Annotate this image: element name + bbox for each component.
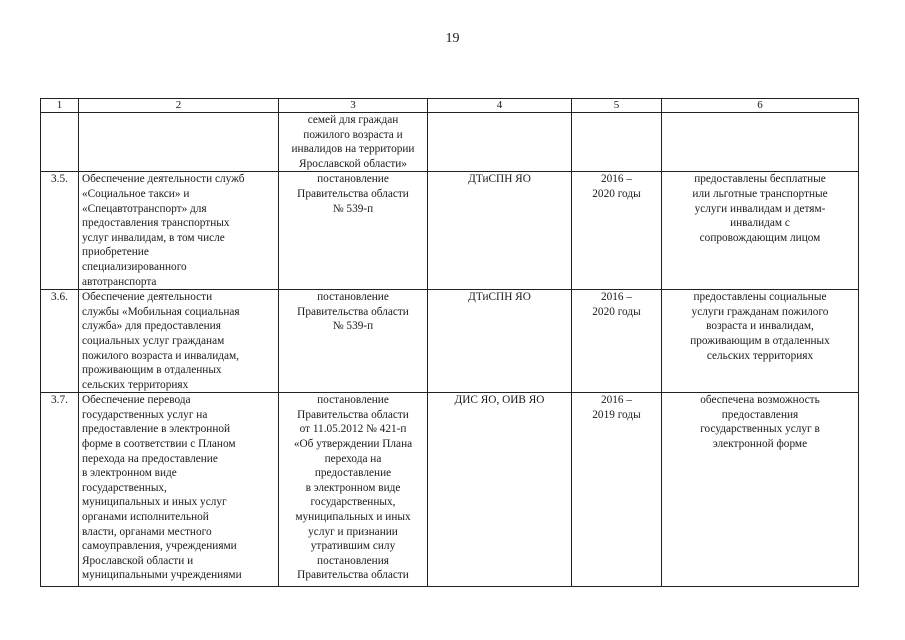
cell-number: 3.5. — [41, 172, 79, 290]
cell-legal-basis — [279, 172, 428, 290]
cell-result — [662, 113, 859, 172]
col-header-1: 1 — [41, 99, 79, 113]
cell-legal-basis — [279, 113, 428, 172]
text-line: самоуправления, учреждениями — [82, 540, 237, 553]
text-line: услуг инвалидам, в том числе — [82, 231, 225, 244]
text-line: государственных, — [82, 481, 167, 494]
cell-activity — [79, 290, 279, 393]
text-line: сельских территориях — [706, 349, 814, 362]
text-line: Правительства области — [297, 187, 409, 200]
text-line: услуги инвалидам и детям- — [694, 202, 826, 215]
text-line: постановление — [317, 173, 389, 186]
text-line: социальных услуг гражданам — [82, 334, 225, 347]
text-line: государственных, — [310, 496, 396, 509]
text-line: предоставления — [721, 408, 799, 421]
text-line: инвалидам с — [730, 217, 790, 230]
cell-number: 3.6. — [41, 290, 79, 393]
text-line: автотранспорта — [82, 275, 157, 288]
text-line: власти, органами местного — [82, 525, 212, 538]
cell-result — [662, 393, 859, 587]
text-line: проживающим в отдаленных — [690, 334, 830, 347]
text-line: Обеспечение деятельности — [82, 291, 213, 304]
text-line: постановления — [317, 554, 389, 567]
text-line: предоставление в электронной — [82, 423, 231, 436]
text-line: постановление — [317, 394, 389, 407]
cell-period — [572, 290, 662, 393]
text-line: 2016 – — [600, 394, 633, 407]
cell-legal-basis — [279, 393, 428, 587]
text-line: услуг и признании — [308, 525, 398, 538]
text-line: пожилого возраста и инвалидам, — [82, 349, 240, 362]
text-line: муниципальных и иных — [295, 511, 411, 524]
page-number: 19 — [445, 31, 460, 46]
cell-period — [572, 172, 662, 290]
text-line: 2020 годы — [592, 305, 641, 318]
text-line: обеспечена возможность — [700, 394, 820, 407]
text-line: перехода на — [324, 452, 382, 465]
header-row — [41, 99, 859, 113]
text-line: специализированного — [82, 260, 187, 273]
text-line: постановление — [317, 291, 389, 304]
text-line: форме в соответствии с Планом — [82, 438, 236, 451]
text-line: предоставления транспортных — [82, 217, 230, 230]
text-line: предоставление — [314, 467, 392, 480]
text-line: возраста и инвалидам, — [706, 320, 814, 333]
text-line: в электронном виде — [305, 481, 401, 494]
text-line: инвалидов на территории — [291, 143, 415, 156]
cell-activity — [79, 113, 279, 172]
text-line: или льготные транспортные — [692, 187, 828, 200]
text-line: семей для граждан — [307, 114, 399, 126]
text-line: Обеспечение деятельности служб — [82, 173, 245, 186]
cell-period — [572, 393, 662, 587]
cell-legal-basis — [279, 290, 428, 393]
measures-table — [40, 98, 859, 587]
col-header-2: 2 — [79, 99, 279, 113]
text-line: 2019 годы — [592, 408, 641, 421]
cell-activity — [79, 393, 279, 587]
cell-executor: ДТиСПН ЯО — [428, 290, 572, 393]
text-line: Обеспечение перевода — [82, 394, 191, 407]
text-line: электронной форме — [712, 438, 808, 451]
table-row — [41, 172, 859, 290]
text-line: предоставлены социальные — [693, 291, 827, 304]
text-line: Правительства области — [297, 305, 409, 318]
text-line: Ярославской области» — [299, 157, 407, 170]
text-line: от 11.05.2012 № 421-п — [299, 423, 407, 436]
cell-result — [662, 290, 859, 393]
text-line: Правительства области — [297, 408, 409, 421]
text-line: государственных услуг на — [82, 408, 208, 421]
text-line: № 539-п — [332, 202, 374, 215]
text-line: Ярославской области и — [82, 554, 194, 567]
text-line: сопровождающим лицом — [699, 231, 821, 244]
text-line: 2016 – — [600, 291, 633, 304]
text-line: органами исполнительной — [82, 511, 209, 524]
cell-executor: ДИС ЯО, ОИВ ЯО — [428, 393, 572, 587]
text-line: 2016 – — [600, 173, 633, 186]
table-row — [41, 113, 859, 172]
cell-executor — [428, 113, 572, 172]
text-line: услуги гражданам пожилого — [691, 305, 829, 318]
cell-period — [572, 113, 662, 172]
text-line: 2020 годы — [592, 187, 641, 200]
cell-activity — [79, 172, 279, 290]
text-line: сельских территориях — [82, 378, 189, 391]
text-line: проживающим в отдаленных — [82, 364, 222, 377]
cell-number: 3.7. — [41, 393, 79, 587]
text-line: утратившим силу — [310, 540, 396, 553]
text-line: государственных услуг в — [700, 423, 820, 436]
text-line: «Социальное такси» и — [82, 187, 190, 200]
cell-executor: ДТиСПН ЯО — [428, 172, 572, 290]
cell-number — [41, 113, 79, 172]
text-line: «Спецавтотранспорт» для — [82, 202, 207, 215]
text-line: службы «Мобильная социальная — [82, 305, 240, 318]
table-row — [41, 290, 859, 393]
text-line: пожилого возраста и — [303, 128, 403, 141]
col-header-6: 6 — [662, 99, 859, 113]
text-line: перехода на предоставление — [82, 452, 218, 465]
col-header-3: 3 — [279, 99, 428, 113]
text-line: служба» для предоставления — [82, 320, 221, 333]
col-header-4: 4 — [428, 99, 572, 113]
text-line: в электронном виде — [82, 467, 177, 480]
cell-result — [662, 172, 859, 290]
text-line: «Об утверждении Плана — [293, 438, 413, 451]
col-header-5: 5 — [572, 99, 662, 113]
text-line: муниципальных и иных услуг — [82, 496, 227, 509]
text-line: приобретение — [82, 246, 149, 259]
table-row — [41, 393, 859, 587]
text-line: предоставлены бесплатные — [694, 173, 826, 186]
text-line: № 539-п — [332, 320, 374, 333]
text-line: Правительства области — [297, 569, 409, 582]
text-line: муниципальными учреждениями — [82, 569, 242, 582]
